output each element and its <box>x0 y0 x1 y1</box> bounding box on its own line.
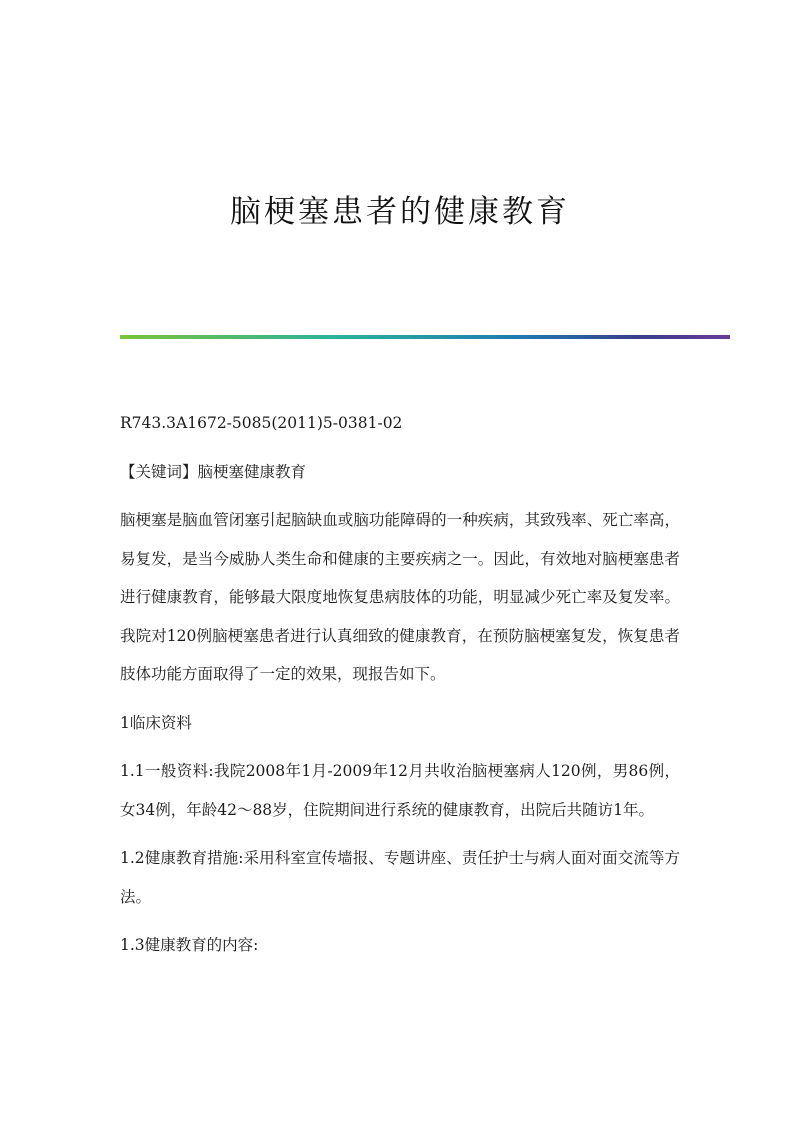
page-title: 脑梗塞患者的健康教育 <box>230 194 570 230</box>
section-1-3-paragraph: 1.3健康教育的内容: <box>120 936 259 954</box>
title-divider <box>120 335 730 339</box>
classification-code: R743.3A1672-5085(2011)5-0381-02 <box>120 414 403 432</box>
section-heading-clinical-data: 1临床资料 <box>120 713 192 732</box>
document-body <box>120 404 680 965</box>
intro-paragraph: 脑梗塞是脑血管闭塞引起脑缺血或脑功能障碍的一种疾病，其致残率、死亡率高，易复发，是当今威胁人类生命和健康的主要疾病之一。因此，有效地对脑梗塞患者进行健康教育，能够最大限度地恢复患病肢体的功能，明显减少死亡率及复发率。我院对120例脑梗塞患者进行认真细致的健康教育，在预防脑梗塞复发，恢复患者肢体功能方面取得了一定的效果，现报告如下。 <box>120 511 680 683</box>
section-1-1-paragraph: 1.1一般资料:我院2008年1月-2009年12月共收治脑梗塞病人120例，男86例，女34例，年龄42～88岁，住院期间进行系统的健康教育，出院后共随访1年。 <box>120 762 680 819</box>
section-1-2-paragraph: 1.2健康教育措施:采用科室宣传墙报、专题讲座、责任护士与病人面对面交流等方法。 <box>120 849 680 906</box>
keywords-line: 【关键词】脑梗塞健康教育 <box>120 462 307 481</box>
